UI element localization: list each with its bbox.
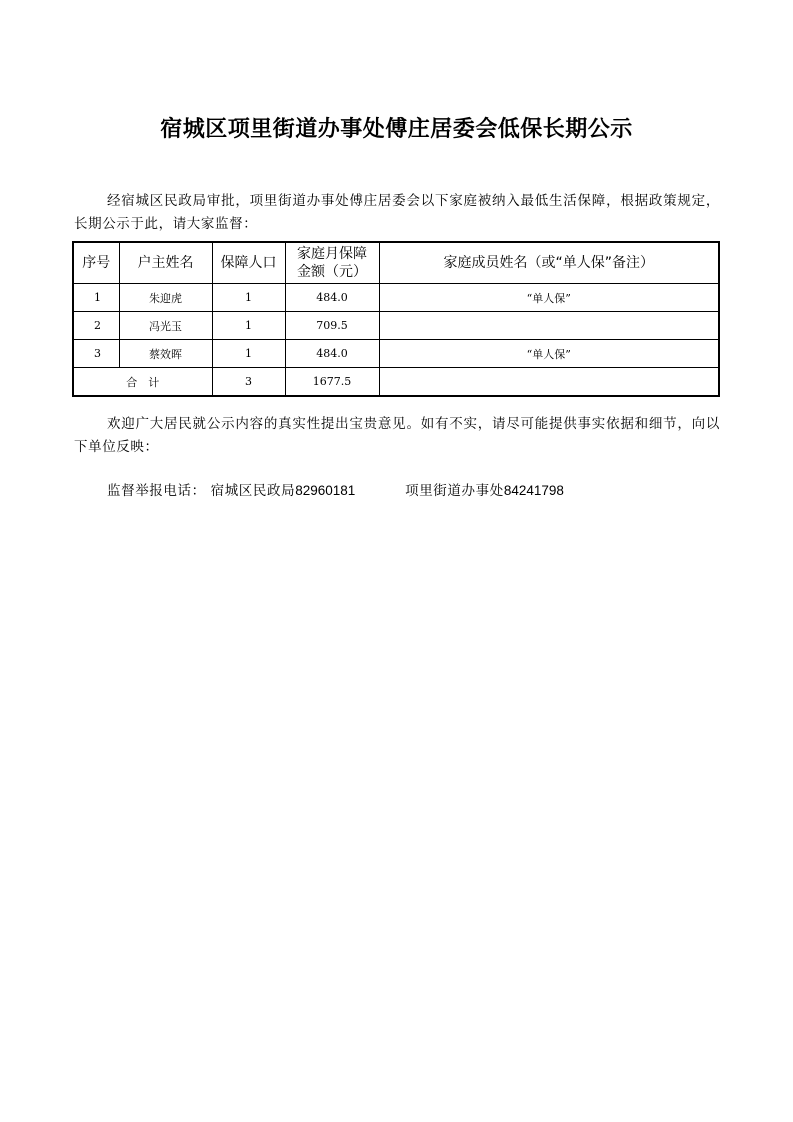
table-row xyxy=(73,340,719,368)
contact-org-2: 项里街道办事处 xyxy=(405,483,504,499)
header-amount-line2: 金额（元） xyxy=(297,264,367,280)
cell-index: 3 xyxy=(73,340,119,368)
header-people: 保障人口 xyxy=(212,242,285,284)
cell-note: “单人保” xyxy=(379,340,719,368)
header-note: 家庭成员姓名（或“单人保”备注） xyxy=(379,242,719,284)
contact-phone-1: 82960181 xyxy=(295,483,356,498)
contact-label: 监督举报电话： xyxy=(107,483,206,499)
header-index: 序号 xyxy=(73,242,119,284)
header-head-name: 户主姓名 xyxy=(119,242,212,284)
cell-amount: 484.0 xyxy=(285,284,379,312)
beneficiary-table xyxy=(72,241,720,397)
cell-people: 1 xyxy=(212,340,285,368)
contact-phone-2: 84241798 xyxy=(503,483,564,498)
contact-org-1: 宿城区民政局 xyxy=(210,483,296,499)
cell-note: “单人保” xyxy=(379,284,719,312)
outro-paragraph: 欢迎广大居民就公示内容的真实性提出宝贵意见。如有不实，请尽可能提供事实依据和细节，向以下单位反映： xyxy=(74,416,720,455)
total-label: 合 计 xyxy=(73,368,212,397)
cell-index: 2 xyxy=(73,312,119,340)
page-title: 宿城区项里街道办事处傅庄居委会低保长期公示 xyxy=(160,117,633,142)
cell-head-name: 朱迎虎 xyxy=(119,284,212,312)
contact-line xyxy=(107,480,564,502)
intro-paragraph: 经宿城区民政局审批，项里街道办事处傅庄居委会以下家庭被纳入最低生活保障，根据政策规定，长期公示于此，请大家监督： xyxy=(74,193,720,232)
header-amount xyxy=(285,242,379,284)
cell-head-name: 冯光玉 xyxy=(119,312,212,340)
cell-index: 1 xyxy=(73,284,119,312)
cell-note xyxy=(379,312,719,340)
cell-head-name: 蔡效晖 xyxy=(119,340,212,368)
table-header-row xyxy=(73,242,719,284)
header-amount-line1: 家庭月保障 xyxy=(297,246,367,262)
cell-people: 1 xyxy=(212,312,285,340)
cell-people: 1 xyxy=(212,284,285,312)
table-row xyxy=(73,312,719,340)
total-people: 3 xyxy=(212,368,285,397)
cell-amount: 709.5 xyxy=(285,312,379,340)
total-note xyxy=(379,368,719,397)
table-total-row xyxy=(73,368,719,397)
cell-amount: 484.0 xyxy=(285,340,379,368)
table-row xyxy=(73,284,719,312)
total-amount: 1677.5 xyxy=(285,368,379,397)
